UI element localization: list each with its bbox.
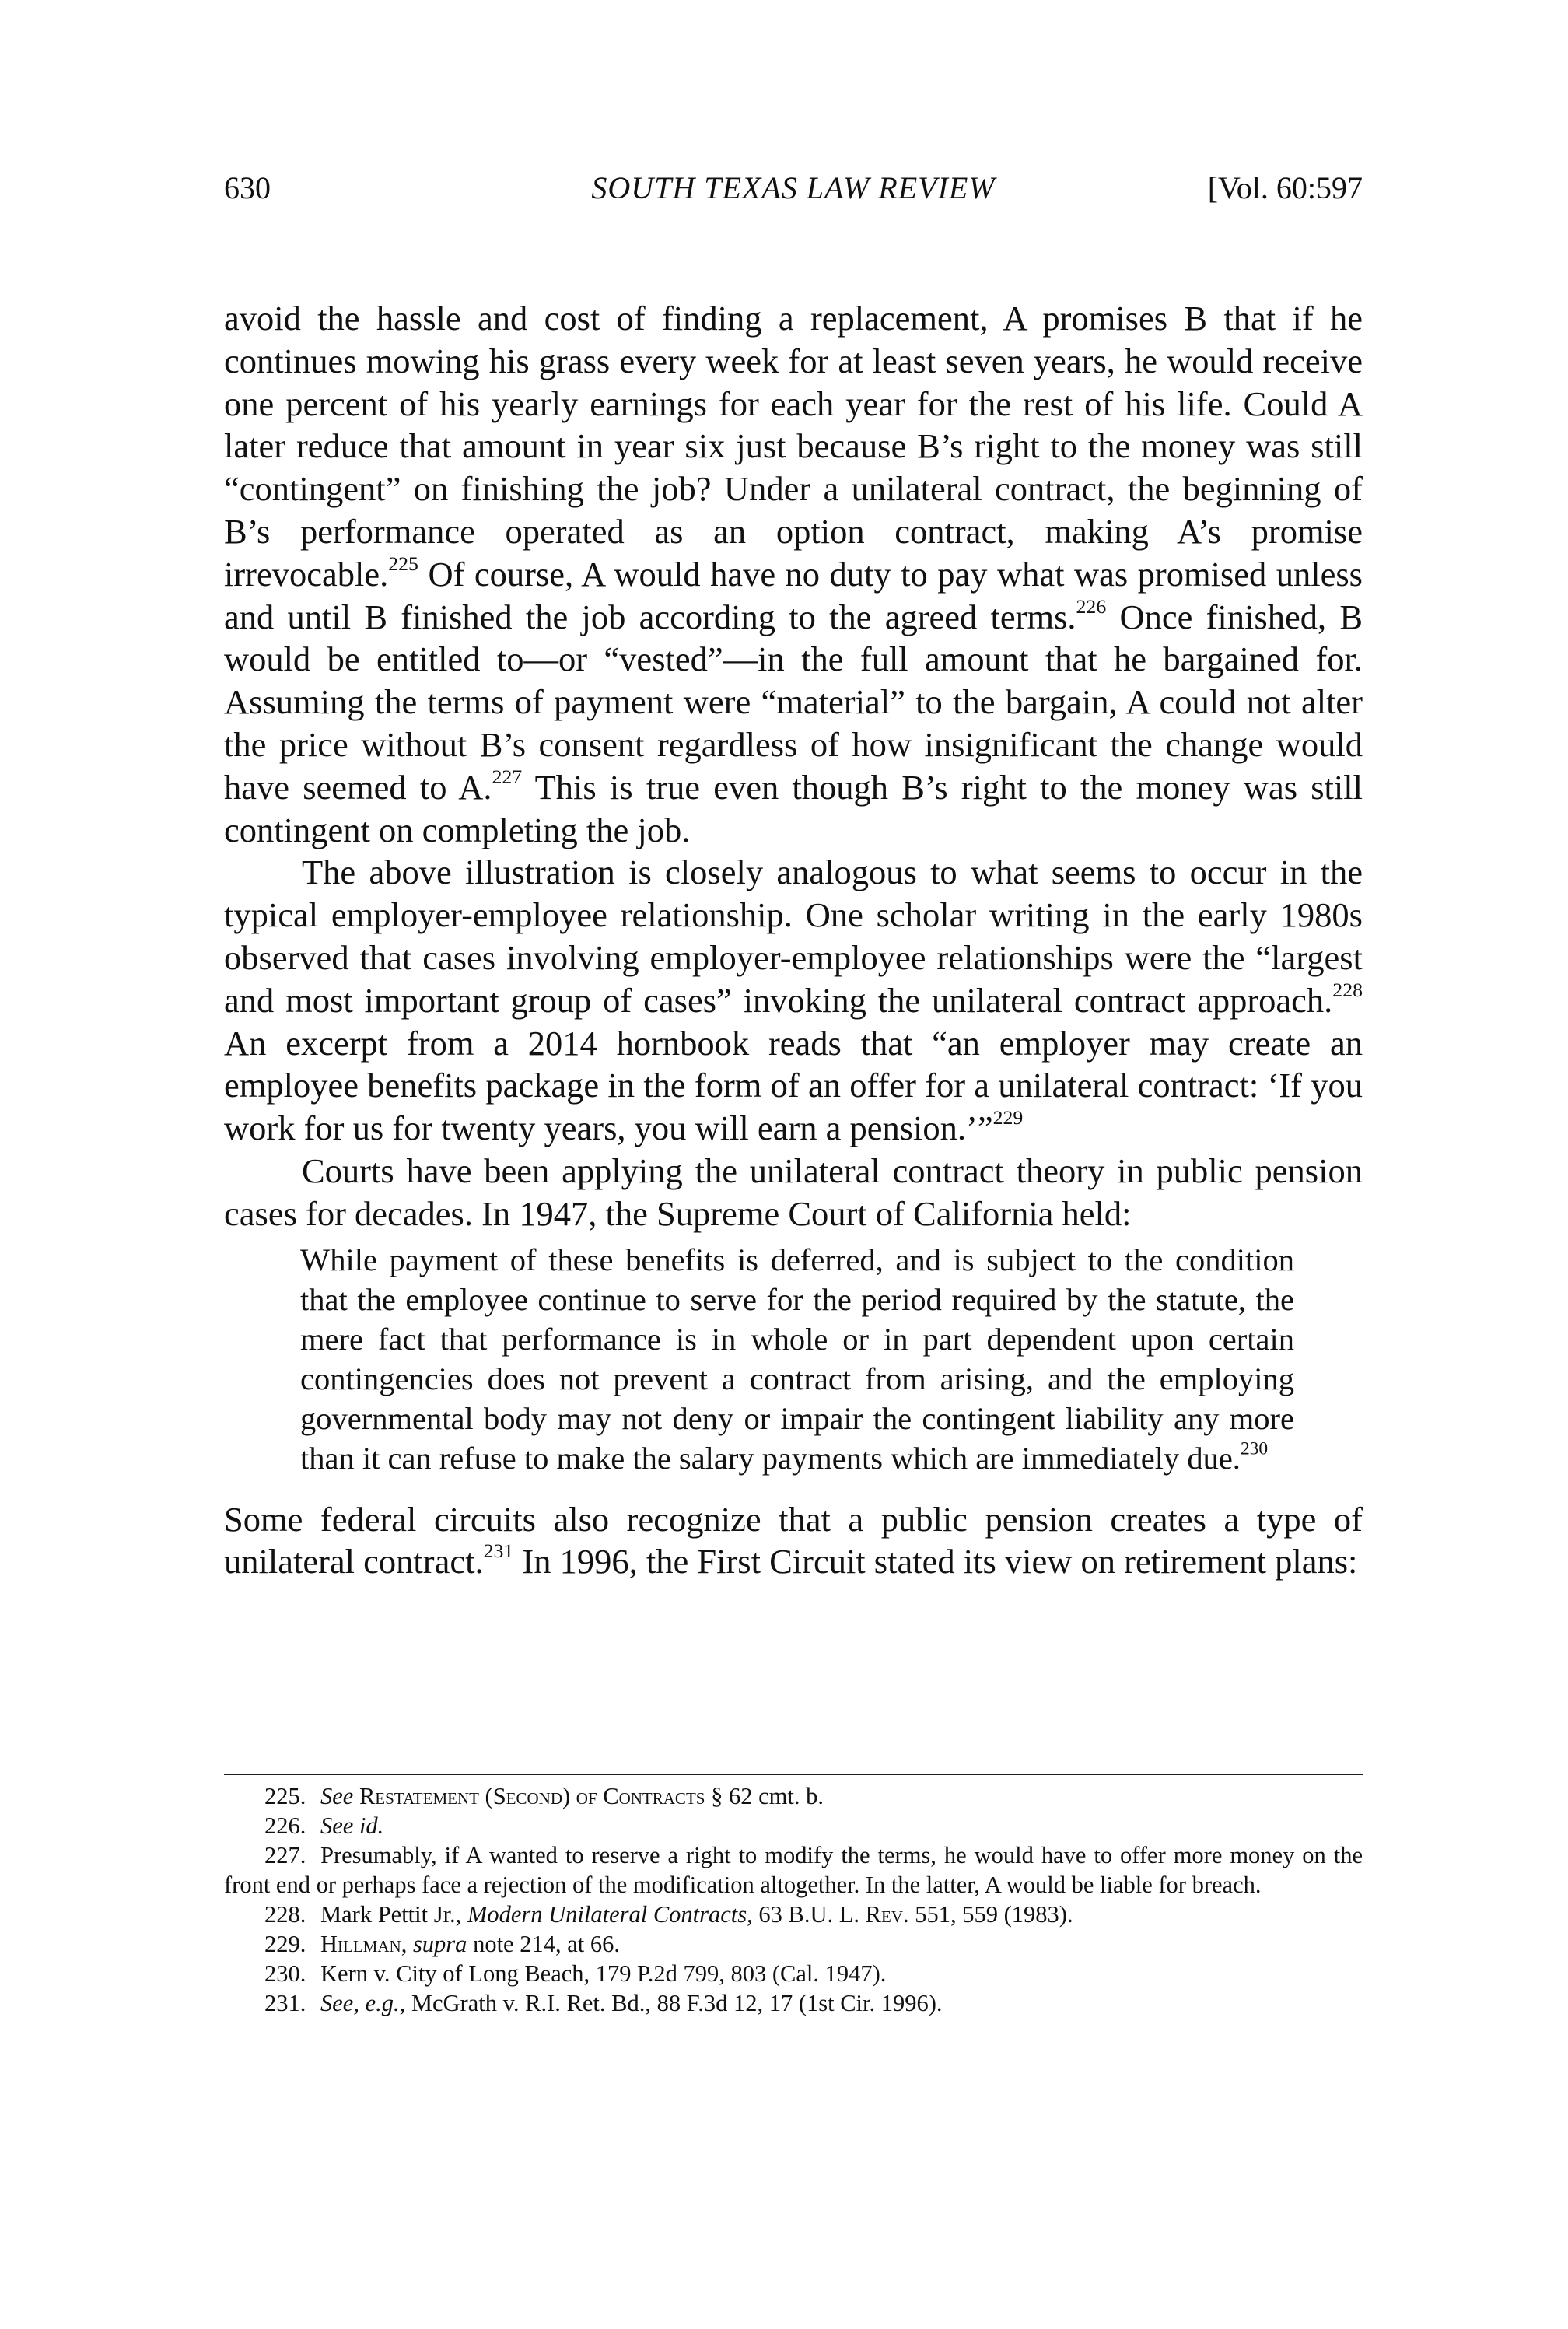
page-number: 630: [224, 170, 271, 205]
paragraph-2: The above illustration is closely analogous to what seems to occur in the typical employer-employee relationship. One scholar writing in the early 1980s observed that cases involving employer-employee relationships were the “largest and most important group of cases” invoking the unilateral contract approach.$^{228}$ An excerpt from a 2014 hornbook reads that “an employer may create an employee benefits package in the form of an offer for a unilateral contract: ‘If you work for us for twenty years, you will earn a pension.’”$^{229}$: [224, 853, 1363, 1148]
volume-citation: [Vol. 60:597: [1207, 170, 1363, 205]
footnote-231: 231. See, e.g., McGrath v. R.I. Ret. Bd., 88 F.3d 12, 17 (1st Cir. 1996).: [264, 1990, 943, 2016]
paragraph-3: Courts have been applying the unilateral contract theory in public pension cases for decades. In 1947, the Supreme Court of California held:: [224, 1150, 1363, 1233]
footnote-ref-229: 229: [992, 1106, 1024, 1129]
footnote-ref-225: 225: [388, 552, 418, 575]
footnote-ref-230: 230: [1240, 1438, 1269, 1459]
paragraph-4: Some federal circuits also recognize that a public pension creates a type of unilateral contract.$^{231}$ In 1996, the First Circuit stated its view on retirement plans:: [224, 1499, 1363, 1581]
footnote-230: 230. Kern v. City of Long Beach, 179 P.2d 799, 803 (Cal. 1947).: [264, 1960, 887, 1987]
footnote-225: 225. See Restatement (Second) of Contracts § 62 cmt. b.: [264, 1783, 824, 1809]
footnote-ref-227: 227: [492, 765, 523, 788]
block-quote: While payment of these benefits is deferred, and is subject to the condition that the employee continue to serve for the period required by the statute, the mere fact that performance is in whole or in part dependent upon certain contingencies does not prevent a contract from arising, and the employing governmental body may not deny or impair the contingent liability any more than it can refuse to make the salary payments which are immediately due.$^{230}$: [300, 1242, 1294, 1476]
footnotes: [224, 1781, 1363, 2018]
footnote-227: 227. Presumably, if A wanted to reserve a right to modify the terms, he would have to offer more money on the front end or perhaps face a rejection of the modification altogether. In the latter, A would be liable for breach.: [224, 1842, 1363, 1898]
footnote-divider: [224, 1774, 1363, 1775]
running-header: [224, 165, 1363, 212]
footnote-228: 228. Mark Pettit Jr., Modern Unilateral Contracts, 63 B.U. L. Rev. 551, 559 (1983).: [264, 1901, 1073, 1928]
paragraph-1: avoid the hassle and cost of finding a replacement, A promises B that if he continues mowing his grass every week for at least seven years, he would receive one percent of his yearly earnings for each year for the rest of his life. Could A later reduce that amount in year six just because B’s right to the money was still “contingent” on finishing the job? Under a unilateral contract, the beginning of B’s performance operated as an option contract, making A’s promise irrevocable.$^{225}$ Of course, A would have no duty to pay what was promised unless and until B finished the job according to the agreed terms.$^{226}$ Once finished, B would be entitled to—or “vested”—in the full amount that he bargained for. Assuming the terms of payment were “material” to the bargain, A could not alter the price without B’s consent regardless of how insignificant the change would have seemed to A.$^{227}$ This is true even though B’s right to the money was still contingent on completing the job.: [224, 299, 1363, 849]
footnote-ref-231: 231: [483, 1539, 514, 1563]
footnote-ref-226: 226: [1076, 594, 1107, 618]
footnote-ref-228: 228: [1332, 978, 1363, 1001]
journal-title: SOUTH TEXAS LAW REVIEW: [591, 170, 996, 205]
footnote-226: 226. See id.: [264, 1812, 384, 1839]
main-text: [224, 297, 1363, 1583]
page: [224, 0, 1363, 2329]
footnote-229: 229. Hillman, supra note 214, at 66.: [264, 1931, 620, 1957]
